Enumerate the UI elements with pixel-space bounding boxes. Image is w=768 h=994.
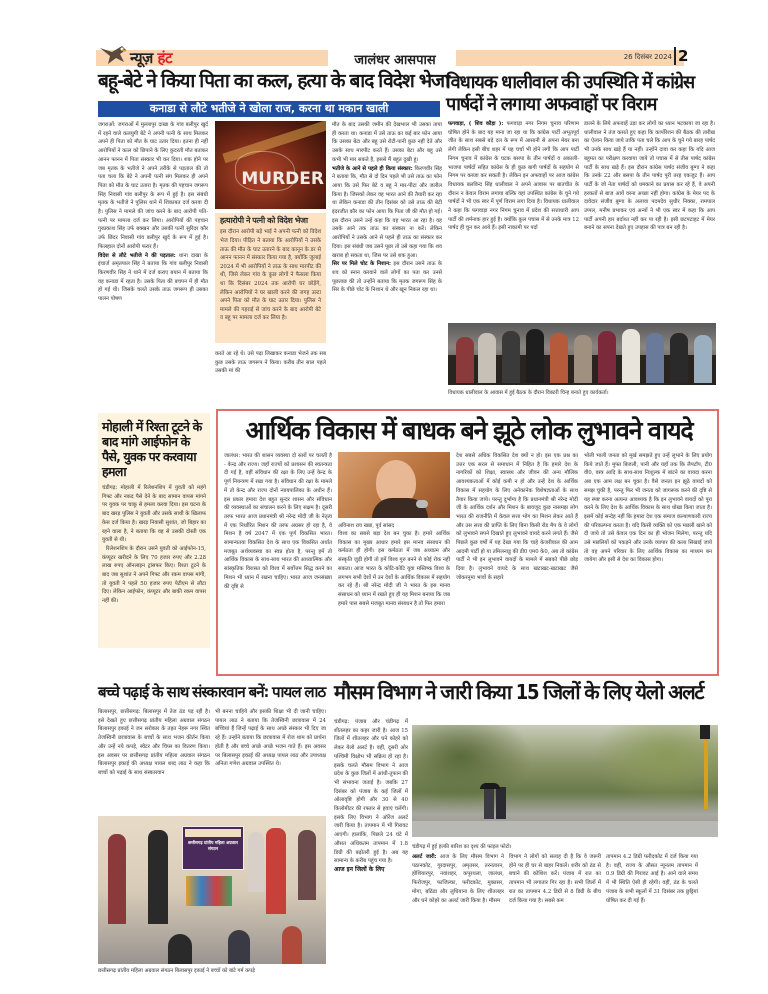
murder-crime-scene-photo [215,121,326,209]
story4-col1: जालंधर: भारत की शासन व्यवस्था दो स्तरों पर चलती है - केन्द्र और राज्य। जहाँ राज्यों को प्रशासन की स्वतन्त्रता दी गई है, वहीं संविधान की रक्षा के लिए उन्हें केन्द्र के पूर्ण नियन्त्रण में रखा गया है। संविधान की रक्षा के मामले में तो केन्द्र और राज्य दोनों न्यायपालिका के अधीन हैं। इस प्रकार हमारा देश बहुत सुन्दर शासन और संविधान की व्यवस्थाओं का संचालन करने के लिए सक्षम है। दूसरी तरफ भारत आज प्रधानमंत्री श्री नरेन्द्र मोदी जी के नेतृत्व में एक निर्धारित मिशन की तरफ अग्रसर हो रहा है, वे मिशन है वर्ष 2047 में एक पूर्ण विकसित भारत। सामान्यतया विकसित देश के साथ एक विकसित अर्थात मजबूत अर्थव्यवस्था का स्वप्न होता है, परन्तु हमें तो आर्थिक विकास के साथ-साथ भारत की आध्यात्मिक और सांस्कृतिक विरासत को विश्व में सर्वोत्तम सिद्ध करने का मिशन भी ध्यान में रखना चाहिए। भारत आज जनसंख्या की दृष्टि से [224,453,332,590]
masthead [96,47,689,68]
story4-col3: देश सबसे अधिक विकसित देश क्यों न हो। इस एक प्रश्न का उत्तर एक सरल से समाधान में निहित है कि हमारे देश के नागरिकों को शिक्षा, स्वास्थ्य और जीवन की अन्य मौलिक आवश्यकताओं में कोई कमी न हो और उन्हें देश के आर्थिक विकास में सहयोग के लिए अनेकानेक विशेषज्ञताओं के साथ तैयार किया जाये। परन्तु दुर्भाग्य है कि प्रधानमंत्री श्री नरेन्द्र मोदी जी के आर्थिक दर्शन और मिशन के बावजूद कुछ नासमझ लोग भारत की राजनीति में केवल सत्ता भोग का मिशन लेकर आते हैं और उस सत्ता की प्राप्ति के लिए बिना किसी रोड मैप के वे लोगों को लुभावने सपने दिखाते हुए लुभावने वायदे करने लगते हैं। जैसे पिछले कुछ वर्षों में यह देखा गया कि चाहे केजरीवाल की आम आदमी पार्टी हो या तमिलनाडु की डी0 एम0 के0, अब तो कांग्रेस पार्टी ने भी इन लुभावने वायदों के मामले में सबको पीछे छोड़ दिया है। लुभावने वायदे के साथ खटाखट-खटाखट जैसे जोकरनुमा भावों के सहारे [456,453,578,581]
story2-caption: विधायक धालीवाल के आवास में हुई बैठक के दौरान विक्टरी चिन्ह बनाते हुए कार्यकर्ता। [448,390,609,396]
story1-headline: बहू-बेटे ने किया पिता का कत्ल, हत्या के बाद विदेश भेजा [98,70,450,92]
story5-caption: छत्तीसगढ़ प्रांतीय महिला अग्रवाल संगठन बिलासपुर इकाई ने बच्चों को बांटे गर्म कपड़े [98,968,255,974]
story2-col2: डालने के लिये अफवाहें उड़ा कर लोगों का ध्यान भटकाया जा रहा है। धालीवाल ने तंज कसते हुए कहा कि कार्पोरेशन की बैठक की तारीख का ऐलान किया जाये ताकि पता चले कि आप के चुने गये बारह पार्षद भी उनके साथ खड़े हैं या नहीं। उन्होंने दावा कर कहा कि यदि आज बहुमत का परीक्षण करवाया जाये तो पचास में से तीस पार्षद कांग्रेस पार्टी के साथ खड़े हैं। इस दौरान कांग्रेस पार्षद संजीव बुग्गा ने कहा कि उनके 22 और बसपा के तीन पार्षद पूरी तरह एकजुट हैं। आप पार्टी के जो नेता पार्षदों को धमकाने का प्रयास कर रहे हैं, वे अपनी हरकतों से बाज आयें वरना अच्छा नहीं होगा। कांग्रेस के मेयर पद के दावेदार संजीव बुग्गा के अलावा पदमदेव सुधीर निक्का, रामपाल उप्पल, मनीष प्रभाकर एवं अन्यों ने भी एक स्वर में कहा कि आप पार्टी अपनी हार बर्दाश्त नहीं कर पा रही है। इसी छटपटाहट में मेयर बनाने का सपना देखते हुए उपहास की पात्र बन रही है। [584,121,715,232]
author-byline: अविनाश राय खन्ना, पूर्व सांसद [338,523,395,529]
story2-headline: विधायक धालीवाल की उपस्थिति में कांग्रेस पार्षदों ने लगाया अफवाहों पर विराम [446,72,695,115]
story4-col4: भोली भाली जनता को मूर्ख समझते हुए उन्हें लुभाने के लिए प्रयोग किये जाते हैं। मुफ्त बिजली, पानी और यहाँ तक कि लैपटॉप, टी0 वी0, वस्त्र आदि के साथ-साथ निःशुल्क में बांटने का वायदा करना अब एक आम लक्ष बन चुका है। वैसे जनता इन झूठे वायदों को समझ चुकी है, परन्तु फिर भी जनता को जागरूक करने की दृष्टि से यह स्पष्ट करना अत्यन्त आवश्यक है कि इन लुभावने वायदों को पूरा करने के लिए देश के आर्थिक विकास के साथ धोखा किया जाता है। इसमें कोई सन्देह नहीं कि हमारा देश एक समाज कल्याणकारी राज्य की परिकल्पना करता है। यदि किसी व्यक्ति को एक मछली खाने को दी जाये तो उसे केवल एक दिन का ही भोजन मिलेगा, परन्तु यदि उसे मछलियों को पकड़ने और उनके व्यापार की कला सिखाई जाये तो वह अपने परिवार के लिए आर्थिक विकास का माध्यम बन जायेगा और इसी से देश का विकास होगा। [584,453,712,564]
story3-box: मोहाली में रिश्ता टूटने के बाद मांगे आईफोन के पैसे, युवक पर करवाया हमला चंडीगढ़: मोहाली में रिलेशनशिप में युवती को महंगे गिफ्ट और नकद पैसे देने के बाद सामान वापस मांगने पर युवक पर चाकू से हमला करवा दिया। इस घटना के बाद खरड़ पुलिस ने युवती और उसके साथी के खिलाफ केस दर्ज किया है। खरड़ निवासी सुशांत, जो बिहार का रहने वाला है, ने बताया कि वह से उसकी दोस्ती एक युवती से थी। रिलेशनशिप के दौरान उसने युवती को आईफोन-15, कंप्यूटर खरीदने के लिए 70 हजार रुपए और 2.28 लाख रुपए ऑनलाइन ट्रांसफर किए। रिश्ता टूटने के बाद जब सुशांत ने अपने गिफ्ट और रकम वापस मांगी, तो युवती ने पहले 50 हजार रुपए पेटीएम से लौटा दिए। लेकिन आईफोन, कंप्यूटर और बाकी रकम वापस नहीं की। [98,413,210,648]
newspaper-page [96,0,720,994]
murder-label: MURDER [241,169,324,189]
story3-headline: मोहाली में रिश्ता टूटने के बाद मांगे आईफोन के पैसे, युवक पर करवाया हमला [102,419,202,479]
event-banner: छत्तीसगढ़ प्रांतीय महिला अग्रवाल संगठन [182,826,244,870]
story1-subhead: कनाडा से लौटे भतीजे ने खोला राज, करना था मकान खाली [98,101,440,117]
story1-col3: मौत के बाद उसकी जमीन की देखभाल भी उसका ताया ही करता था। कनाडा में उसे ताऊ का कई बार फोन आया कि उसका बेटा और बहू उसे रोटी-पानी कुछ नहीं देते और उसके साथ मारपीट करते हैं। उसका बेटा और बहू उसे कभी भी मार सकते है, इससे मैं बहुत दुखी हूं। भतीजे के आने से पहले ही किया संस्कार: किरणवीर सिंह ने बताया कि, मौत से दो दिन पहले भी उसे ताऊ का फोन आया कि उसे फिर बेटे व बहू ने मार-पीटा और जलील किया है। जिसको लेकर वह भारत आने की तैयारी कर रहा था लेकिन कनाडा की तीन दिसंबर को उसे ताऊ की बेटी इंदरजीत कौर का फोन आया कि पिता जी की मौत हो गई। इस दौरान उसने उन्हें कहा कि वह भारत आ रहा है। वह उसके आने तक ताऊ का संस्कार ना करें। लेकिन आरोपियों ने उसके आने से पहले ही ताऊ का संस्कार कर दिया। इस संबंधी जब उसने पूछा तो उसे कहा गया कि शव खराब हो सकता था, जिस पर उसे शक हुआ। सिर पर मिले चोट के निशान: इस दौरान उसने ताऊ के शव को स्नान करवाने वाले लोगों का पता कर उनसे पूछताछ की तो उन्होंने बताया कि मृतक जगरूप सिंह के सिर के पीछे चोट के निशान थे और खून निकल रहा था। [332,122,442,294]
story2-col1: फगवाड़ा, ( शिव कौड़ा ): फगवाड़ा नगर निगम चुनाव परिणाम घोषित होने के बाद यह माना जा रहा था कि कांग्रेस पार्टी अभूतपूर्व जीत के साथ सबसे बड़े दल के रूप में आसानी से अपना मेयर बना लेगी लेकिन इसी बीच शहर में यह चर्चा भी होने लगी कि आप पार्टी निगम चुनाव में कांग्रेस के घटक बसपा के तीन पार्षदों व अकाली-भाजपा पार्षदों सहित कांग्रेस के ही कुछ बागी पार्षदों के सहयोग से निगम पर कब्जा कर सकती है। लेकिन इन अफवाहों पर आज कांग्रेस विधायक बलविन्द सिंह धालीवाल ने अपने आवास पर बातचीत के दौरान न केवल विराम लगाया बल्कि वहां उपस्थित कांग्रेस के चुने गये पार्षदों ने भी एक स्वर में पूर्ण विराम लगा दिया है। विधायक धालीवाल ने कहा कि फगवाड़ा नगर निगम चुनाव में प्रदेश की सत्ताधारी आप पार्टी की शर्मनाक हार हुई है। क्योंकि कुल पचास में से उनके मात्र 12 पार्षद ही चुन कर आये हैं। इसी नाकामी पर पर्दा [448,121,579,232]
councillors-group-photo [448,323,716,385]
story6-caption: चंडीगढ़ में हुई हल्की बारिश का दृश्य की फाइल फोटो। [412,844,512,850]
author-portrait-photo [338,452,450,518]
story5-col1: बिलासपुर, छत्तीसगढ़: बिलासपुर में तेज ठंड पड़ रही है। इसे देखते हुए छत्तीसगढ़ प्रांतीय महिला अग्रवाल संगठन बिलासपुर इकाई ने जन सरोकार के तहत नेहरू नगर स्थित तेजस्विनी छात्रावास के बच्चों के साथ भजन कीर्तन किया और उन्हें नये कपड़े, स्वेटर और चिप्स का वितरण किया। इस अवसर पर छत्तीसगढ़ प्रांतीय महिला अग्रवाल संगठन बिलासपुर इकाई की अध्यक्ष पायल शब्द लाठ ने कहा कि बच्चों को पढ़ाई के साथ संस्कारवान [98,709,210,776]
story6-col3: तापमान 4.2 डिग्री फरीदकोट में दर्ज किया गया है। वहीं, राज्य के औसत न्यूनतम तापमान में 0.9 डिग्री की गिरावट आई है। आने वाले समय में भी स्थिति ऐसी ही रहेगी। वहीं, ठंड के चलते पंजाब के सभी स्कूलों में 31 दिसंबर तक छुट्टियां घोषित कर दी गई हैं। [606,854,698,904]
rain-street-photo [412,725,718,837]
story1-col2-bottom: करते आ रहे थे। उसे पढ़ा लिखाकर कनाडा भेजने तक सब कुछ उसके ताऊ जगरूप ने किया। करीब तीन साल पहले उसकी मां की [215,351,326,375]
story5-headline: बच्चे पढ़ाई के साथ संस्कारवान बनें: पायल लाठ [98,683,326,701]
story1-sidebox: हत्यारोपी ने पत्नी को विदेश भेजा इस दौरान आरोपी बड़े भाई ने अपनी पत्नी को विदेश भेज दिया। पीड़ित ने बताया कि आरोपियों ने उसके ताऊ की मौत के घाट उतारने के बाद कानून के डर से आनन फानन में संस्कार किया गया है, क्योंकि जुलाई 2024 में भी आरोपियों ने ताऊ के साथ मारपीट की थी, जिसे लेकर गांव के कुछ लोगों ने फैसला किया था कि दिसंबर 2024 तक आरोपी घर छोड़ेंगे, लेकिन आरोपियों ने घर खाली करने की जगह उल्टा अपने पिता को मौत के घाट उतार दिया। पुलिस ने मामले की गहराई से जांच करने के बाद आरोपी बेटे व बहू पर मामला दर्ज कर लिया है। [215,213,326,343]
clothes-distribution-photo [98,816,326,964]
story6-intro: चंडीगढ़: पंजाब और चंडीगढ़ में शीतलहर का कहर जारी है। आज 15 जिलों में शीतलहर और घने कोहरे को लेकर येलो अलर्ट है। वहीं, दूसरी ओर पश्चिमी विक्षोभ भी सक्रिय हो रहा है। इसके चलते मौसम विभाग ने आज प्रदेश के कुछ जिलों में आंधी-तूफान की भी संभावना जताई है। जबकि 27 दिसंबर को पंजाब के कई जिलों में ओलावृष्टि होगी और 30 से 40 किलोमीटर की रफ्तार से हवाएं चलेंगी। इसके लिए विभाग ने ऑरेंज अलर्ट जारी किया है। तापमान में भी गिरावट आएगी। हालांकि, पिछले 24 घंटे में औसत अधिकतम तापमान में 1.8 डिग्री की बढ़ोतरी हुई है। अब यह सामान्य के करीब पहुंच गया है। आज इन जिलों के लिए [334,719,408,873]
story4-headline: आर्थिक विकास में बाधक बने झूठे लोक लुभावने वायदे [245,416,693,445]
brand-name: न्यूज़ हंट [130,49,173,67]
story6-headline: मौसम विभाग ने जारी किया 15 जिलों के लिए येलो अलर्ट [334,680,704,704]
story6-col1: अलर्ट जारी: आज के लिए मौसम विभाग ने पठानकोट, गुरदासपुर, अमृतसर, तरनतारन, होशियारपुर, नवांशहर, कपूरथला, जालंधर, फिरोजपुर, फाजिल्का, फरीदकोट, मुक्तसर, मोगा, बठिंडा और लुधियाना के लिए शीतलहर और घने कोहरे का अलर्ट जारी किया है। मौसम [412,854,504,904]
eagle-logo-icon [98,42,128,68]
story5-col2: भी बनना चाहिये और इसकी शिक्षा भी दी जानी चाहिए। पायल लाठ ने बताया कि तेजस्विनी छात्रावास में 24 बच्चियां हैं जिन्हें पढ़ाई के साथ अच्छे संस्कार भी दिए जा रहे हैं। उन्होंने बताया कि छात्रावास में रोज शाम को प्रार्थना होती है और बच्चे अच्छे अच्छे भजन गाते हैं। इस अवसर पर बिलासपुर इकाई की अध्यक्ष पायल लाठ और उपाध्यक्ष अनिता गणेश अग्रवाल उपस्थित थे। [215,709,326,768]
section-title: जालंधर आसपास [354,53,436,68]
story1-col1: जगराओं: जगराओं में मुल्लापुर दाखा के गांव बलीपुर खुर्द में रहने वाले कलयुगी बेटे ने अपनी पत्नी के साथ मिलकर अपने ही पिता को मौत के घाट उतार दिया। इतना ही नहीं आरोपियों ने कत्ल को छिपाने के लिए कुदरती मौत बताकर आनन फानन में पिता संस्कार भी कर दिया। शक होने पर जब मृतक के भतीजे ने अपने तरीके से पड़ताल की तो पता चला कि बेटे ने अपनी पत्नी संग मिलकर ही अपने पिता को मौत के घाट उतारा है। मृतक की पहचान जगरूप सिंह निवासी गांव बलीपुर के रूप में हुई है। इस संबंधी मृतक के भतीजे ने पुलिस थाने में शिकायत दर्ज करवा दी है। पुलिस ने मामले की जांच करने के बाद आरोपी पति-पत्नी पर मामला दर्ज कर लिया। आरोपियों की पहचान गुरप्रकाश सिंह उर्फ बक्खन और उसकी पत्नी सुरिंदर कौर उर्फ छिंदर निवासी गांव बलीपुर खुर्द के रूप में हुई है। फिलहाल दोनों आरोपी फरार हैं। विदेश से लौटे भतीजे ने की पड़ताल: थाना दाखा के इंचार्ज अमृतपाल सिंह ने बताया कि गांव बलीपुर निवासी किरणवीर सिंह ने थाने में दर्ज कराए बयान में बताया कि वह कनाडा में रहता है। उसके पिता की बचपन में ही मौत हो गई थी। जिसके चलते उसके ताऊ जगरूप ही उसका पालन पोषण [98,122,208,303]
story6-col2: विभाग ने लोगों को सलाह दी है कि वे जरूरी होने पर ही घर से बाहर निकलें। शरीर को ठंड से बचाने की कोशिश करें। पंजाब में रात का तापमान भी लगातार गिर रहा है। सभी जिलों में रात का तापमान 4.2 डिग्री से 8 डिग्री के बीच दर्ज किया गया है। सबसे कम [509,854,601,904]
page-number: 2 [674,47,686,65]
sidebox-title: हत्यारोपी ने पत्नी को विदेश भेजा [220,216,308,225]
issue-date: 26 दिसंबर 2024 [623,53,672,61]
story4-col2: विश्व का सबसे बड़ा देश बन चुका है। हमारे आर्थिक विकास का मुख्य आधार हमारे इस मानव संसाधन की कर्मठता ही होगी। इस कर्मठता में जब अध्यात्म और संस्कृति जुड़ी होगी तो हमें विश्व गुरु बनने से कोई रोक नहीं सकता। आज भारत के कोटि-कोटि युवा मस्तिष्क विश्व के लगभग सभी देशों में उन देशों के आर्थिक विकास में सहयोग कर रहे हैं। श्री नरेन्द्र मोदी जी ने भारत के इस मानव संसाधन को ध्यान में रखते हुए ही यह मिशन बनाया कि जब हमारे पास सबसे मजबूत मानव संसाधन है तो फिर हमारा [338,531,450,607]
